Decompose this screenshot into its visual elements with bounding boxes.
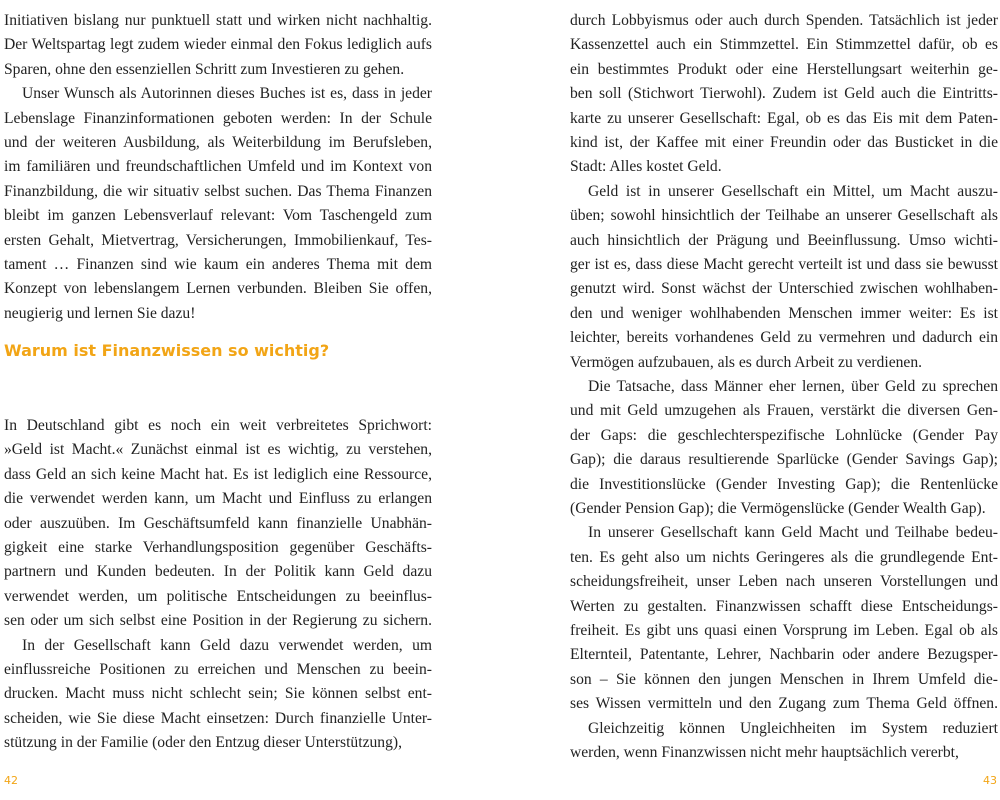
- text-line: sen oder um sich selbst eine Position in der Regierung zu sichern.: [4, 612, 432, 630]
- text-line: In der Gesellschaft kann Geld dazu verwendet werden, um: [22, 636, 432, 654]
- text-line: leichter, bereits vorhandenes Geld zu vermehren und dadurch ein: [570, 329, 998, 347]
- text-line: son – Sie können den jungen Menschen in Ihrem Umfeld die-: [570, 670, 998, 688]
- text-line: ben soll (Stichwort Tierwohl). Zudem ist Geld auch die Eintritts-: [570, 85, 998, 103]
- text-line: Unser Wunsch als Autorinnen dieses Buches ist es, dass in jeder: [22, 85, 432, 103]
- text-line: Elternteil, Patentante, Lehrer, Nachbarin oder andere Bezugsper-: [570, 646, 998, 664]
- text-line: Gap); die daraus resultierende Sparlücke (Gender Savings Gap);: [570, 451, 998, 469]
- text-line: karte zu unserer Gesellschaft: Egal, ob es das Eis mit dem Paten-: [570, 109, 998, 127]
- text-line: Geld ist in unserer Gesellschaft ein Mittel, um Macht auszu-: [588, 182, 998, 200]
- text-line: Initiativen bislang nur punktuell statt und wirken nicht nachhaltig.: [4, 12, 432, 29]
- text-line: (Gender Pension Gap); die Vermögenslücke (Gender Wealth Gap).: [570, 500, 986, 517]
- text-line: im familiären und freundschaftlichen Umfeld und im Kontext von: [4, 158, 432, 176]
- text-line: werden, wenn Finanzwissen nicht mehr hauptsächlich vererbt,: [570, 744, 959, 761]
- text-line: den und weniger wohlhabenden Menschen immer weiter: Es ist: [570, 304, 998, 322]
- text-line: üben; sowohl hinsichtlich der Teilhabe an unserer Gesellschaft als: [570, 207, 998, 225]
- text-line: Die Tatsache, dass Männer eher lernen, über Geld zu sprechen: [588, 378, 998, 395]
- text-line: Werten zu gestalten. Finanzwissen schafft diese Entscheidungs-: [570, 597, 998, 615]
- text-line: scheidungsfreiheit, unser Leben nach unseren Vorstellungen und: [570, 573, 998, 591]
- page-number-right: 43: [983, 774, 997, 787]
- text-line: »Geld ist Macht.« Zunächst einmal ist es wichtig, zu verstehen,: [4, 441, 432, 459]
- text-line: Konzept von lebenslangem Lernen verbunden. Bleiben Sie offen,: [4, 280, 432, 298]
- text-line: kind ist, der Kaffee mit einer Freundin oder das Busticket in die: [570, 134, 998, 151]
- text-line: ses Wissen vermitteln und den Zugang zum Thema Geld öffnen.: [570, 695, 998, 713]
- text-line: der Gaps: die geschlechterspezifische Lohnlücke (Gender Pay: [570, 426, 998, 444]
- section-heading: Warum ist Finanzwissen so wichtig?: [4, 341, 330, 360]
- text-line: einflussreiche Positionen zu erreichen und Menschen zu beein-: [4, 661, 432, 678]
- left-page: [4, 0, 432, 800]
- page-number-left: 42: [4, 774, 18, 787]
- text-line: Sparen, ohne den essenziellen Schritt zum Investieren zu gehen.: [4, 60, 405, 78]
- text-line: dass Geld an sich keine Macht hat. Es ist lediglich eine Ressource,: [4, 465, 432, 483]
- text-line: oder auszuüben. Im Geschäftsumfeld kann finanzielle Unabhän-: [4, 514, 432, 532]
- text-line: durch Lobbyismus oder auch durch Spenden. Tatsächlich ist jeder: [570, 12, 998, 29]
- text-line: auch hinsichtlich der Prägung und Beeinflussung. Umso wichti-: [570, 231, 998, 249]
- right-page: [570, 0, 998, 800]
- text-line: scheiden, wie Sie diese Macht einsetzen: Durch finanzielle Unter-: [4, 709, 432, 727]
- text-line: und der weiteren Ausbildung, als Weiterbildung im Berufsleben,: [4, 134, 432, 151]
- text-line: partnern und Kunden bedeuten. In der Politik kann Geld dazu: [4, 563, 432, 581]
- text-line: Der Weltspartag legt zudem wieder einmal den Fokus lediglich aufs: [4, 36, 432, 54]
- text-line: Stadt: Alles kostet Geld.: [570, 158, 722, 176]
- text-line: genutzt wird. Sonst wächst der Unterschied zwischen wohlhaben-: [570, 280, 998, 298]
- text-line: Lebenslage Finanzinformationen geboten werden: In der Schule: [4, 109, 432, 127]
- text-line: verwendet werden, um politische Entscheidungen zu beeinflus-: [4, 587, 432, 605]
- text-line: stützung in der Familie (oder den Entzug dieser Unterstützung),: [4, 734, 402, 752]
- text-line: bleibt im ganzen Lebensverlauf relevant: Vom Taschengeld zum: [4, 207, 432, 225]
- text-line: neugierig und lernen Sie dazu!: [4, 304, 196, 322]
- text-line: In Deutschland gibt es noch ein weit verbreitetes Sprichwort:: [4, 417, 432, 434]
- text-line: ersten Gehalt, Mietvertrag, Versicherungen, Immobilienkauf, Tes-: [4, 231, 432, 249]
- text-line: freiheit. Es gibt uns quasi einen Vorsprung im Leben. Egal ob als: [570, 622, 998, 639]
- text-line: tament … Finanzen sind wie kaum ein anderes Thema mit dem: [4, 256, 432, 273]
- text-line: Kassenzettel auch ein Stimmzettel. Ein Stimmzettel dafür, ob es: [570, 36, 998, 54]
- text-line: ger ist es, dass diese Macht gerecht verteilt ist und dass sie bewusst: [570, 256, 998, 273]
- text-line: drucken. Macht muss nicht schlecht sein; Sie können selbst ent-: [4, 685, 432, 703]
- text-line: und mit Geld umzugehen als Frauen, verstärkt die diversen Gen-: [570, 402, 998, 420]
- text-line: Finanzbildung, die wir situativ selbst suchen. Das Thema Finanzen: [4, 182, 432, 200]
- text-line: Gleichzeitig können Ungleichheiten im System reduziert: [588, 719, 998, 737]
- text-line: die verwendet werden kann, um Macht und Einfluss zu erlangen: [4, 490, 432, 508]
- text-line: die Investitionslücke (Gender Investing Gap); die Rentenlücke: [570, 475, 998, 493]
- text-line: ein bestimmtes Produkt oder eine Herstellungsart weiterhin ge-: [570, 60, 998, 78]
- text-line: ten. Es geht also um nichts Geringeres als die grundlegende Ent-: [570, 548, 998, 566]
- text-line: gigkeit eine starke Verhandlungsposition gegenüber Geschäfts-: [4, 539, 432, 556]
- text-line: Vermögen aufzubauen, als es durch Arbeit zu verdienen.: [570, 353, 923, 371]
- text-line: In unserer Gesellschaft kann Geld Macht und Teilhabe bedeu-: [588, 524, 998, 542]
